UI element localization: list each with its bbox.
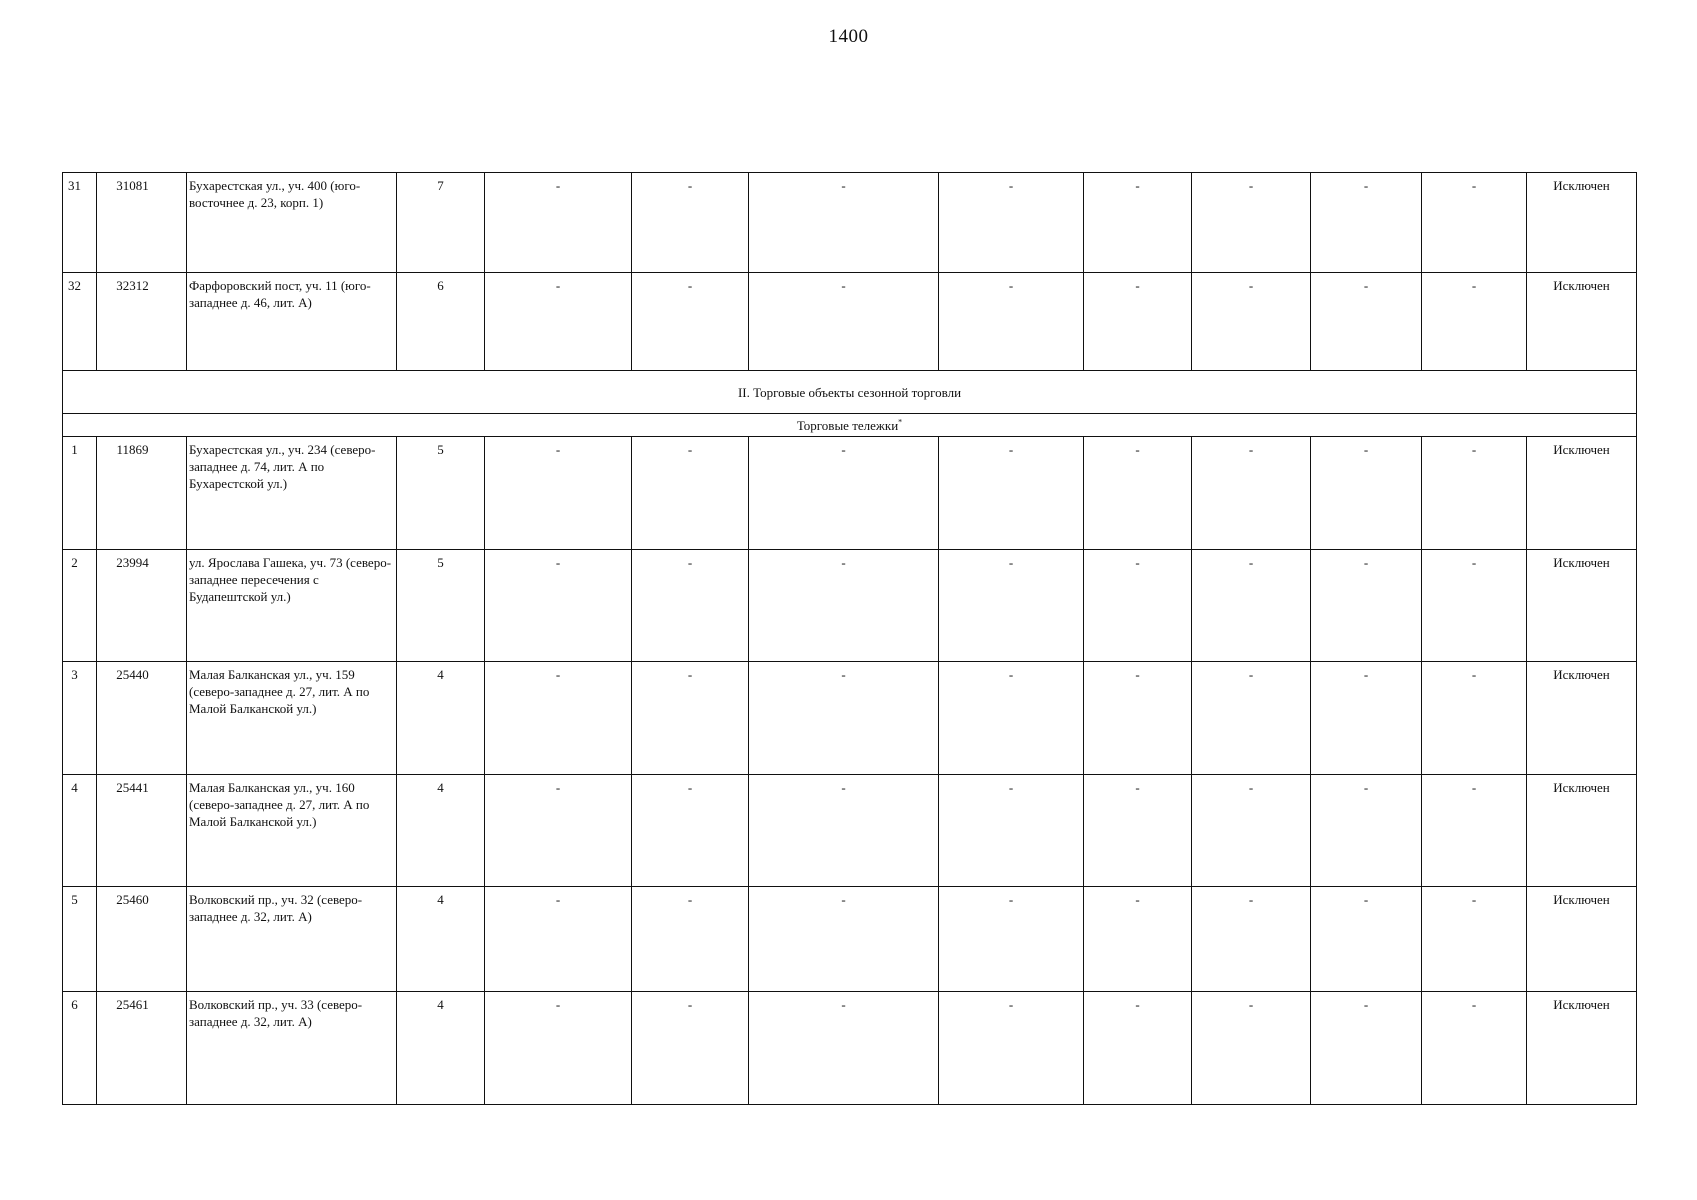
col5-cell: - (485, 173, 632, 273)
col8-cell: - (939, 887, 1084, 992)
col6-cell: - (632, 662, 749, 775)
status-cell: Исключен (1527, 662, 1637, 775)
value-cell: 4 (397, 662, 485, 775)
address-cell: Волковский пр., уч. 33 (северо-западнее д. 32, лит. А) (187, 992, 397, 1105)
col12-cell: - (1422, 273, 1527, 371)
row-number-cell: 3 (63, 662, 97, 775)
value-cell: 5 (397, 437, 485, 550)
col7-cell: - (749, 662, 939, 775)
col9-cell: - (1084, 173, 1192, 273)
status-cell: Исключен (1527, 273, 1637, 371)
subsection-cell (63, 414, 1637, 437)
col11-cell: - (1311, 887, 1422, 992)
value-cell: 6 (397, 273, 485, 371)
object-code-cell: 25461 (97, 992, 187, 1105)
section-header-block (63, 371, 1637, 437)
table-section-bottom (63, 437, 1637, 1105)
row-number-cell: 6 (63, 992, 97, 1105)
status-cell: Исключен (1527, 173, 1637, 273)
col5-cell: - (485, 775, 632, 887)
col12-cell: - (1422, 662, 1527, 775)
col10-cell: - (1192, 775, 1311, 887)
col11-cell: - (1311, 775, 1422, 887)
status-cell: Исключен (1527, 887, 1637, 992)
col10-cell: - (1192, 550, 1311, 662)
address-cell: Бухарестская ул., уч. 234 (северо-западнее д. 74, лит. А по Бухарестской ул.) (187, 437, 397, 550)
col6-cell: - (632, 887, 749, 992)
object-code-cell: 25460 (97, 887, 187, 992)
section-title: II. Торговые объекты сезонной торговли (63, 371, 1637, 414)
col6-cell: - (632, 437, 749, 550)
col9-cell: - (1084, 887, 1192, 992)
col6-cell: - (632, 550, 749, 662)
table-section-top (63, 173, 1637, 371)
value-cell: 4 (397, 887, 485, 992)
col7-cell: - (749, 887, 939, 992)
table-row (63, 887, 1637, 992)
col6-cell: - (632, 173, 749, 273)
col11-cell: - (1311, 273, 1422, 371)
col7-cell: - (749, 550, 939, 662)
col11-cell: - (1311, 662, 1422, 775)
value-cell: 4 (397, 775, 485, 887)
col7-cell: - (749, 273, 939, 371)
data-table (62, 172, 1637, 1105)
col7-cell: - (749, 775, 939, 887)
row-number-cell: 1 (63, 437, 97, 550)
col9-cell: - (1084, 437, 1192, 550)
col5-cell: - (485, 437, 632, 550)
table-row (63, 173, 1637, 273)
col9-cell: - (1084, 992, 1192, 1105)
col7-cell: - (749, 437, 939, 550)
address-cell: ул. Ярослава Гашека, уч. 73 (северо-западнее пересечения с Будапештской ул.) (187, 550, 397, 662)
row-number-cell: 32 (63, 273, 97, 371)
col10-cell: - (1192, 992, 1311, 1105)
table-row (63, 775, 1637, 887)
col10-cell: - (1192, 437, 1311, 550)
col7-cell: - (749, 173, 939, 273)
col8-cell: - (939, 992, 1084, 1105)
col12-cell: - (1422, 173, 1527, 273)
col12-cell: - (1422, 887, 1527, 992)
value-cell: 7 (397, 173, 485, 273)
object-code-cell: 23994 (97, 550, 187, 662)
table-row (63, 992, 1637, 1105)
value-cell: 4 (397, 992, 485, 1105)
col9-cell: - (1084, 550, 1192, 662)
row-number-cell: 4 (63, 775, 97, 887)
value-cell: 5 (397, 550, 485, 662)
address-cell: Волковский пр., уч. 32 (северо-западнее д. 32, лит. А) (187, 887, 397, 992)
table-row (63, 273, 1637, 371)
footnote-mark: * (898, 417, 903, 427)
col11-cell: - (1311, 992, 1422, 1105)
subsection-header-row (63, 414, 1637, 437)
col8-cell: - (939, 775, 1084, 887)
status-cell: Исключен (1527, 775, 1637, 887)
status-cell: Исключен (1527, 550, 1637, 662)
col5-cell: - (485, 550, 632, 662)
page-number: 1400 (828, 26, 869, 47)
col9-cell: - (1084, 273, 1192, 371)
col6-cell: - (632, 273, 749, 371)
col5-cell: - (485, 662, 632, 775)
col12-cell: - (1422, 775, 1527, 887)
col5-cell: - (485, 992, 632, 1105)
col7-cell: - (749, 992, 939, 1105)
row-number-cell: 31 (63, 173, 97, 273)
status-cell: Исключен (1527, 437, 1637, 550)
col8-cell: - (939, 550, 1084, 662)
col11-cell: - (1311, 437, 1422, 550)
col5-cell: - (485, 887, 632, 992)
col5-cell: - (485, 273, 632, 371)
col9-cell: - (1084, 662, 1192, 775)
table-row (63, 550, 1637, 662)
object-code-cell: 11869 (97, 437, 187, 550)
subsection-title: Торговые тележки (796, 417, 899, 433)
address-cell: Малая Балканская ул., уч. 160 (северо-западнее д. 27, лит. А по Малой Балканской ул.) (187, 775, 397, 887)
address-cell: Фарфоровский пост, уч. 11 (юго-западнее д. 46, лит. А) (187, 273, 397, 371)
object-code-cell: 25441 (97, 775, 187, 887)
address-cell: Бухарестская ул., уч. 400 (юго-восточнее д. 23, корп. 1) (187, 173, 397, 273)
col11-cell: - (1311, 173, 1422, 273)
section-header-row (63, 371, 1637, 414)
col12-cell: - (1422, 437, 1527, 550)
col10-cell: - (1192, 662, 1311, 775)
status-cell: Исключен (1527, 992, 1637, 1105)
col8-cell: - (939, 273, 1084, 371)
col6-cell: - (632, 992, 749, 1105)
col10-cell: - (1192, 173, 1311, 273)
col8-cell: - (939, 437, 1084, 550)
col12-cell: - (1422, 992, 1527, 1105)
table-row (63, 662, 1637, 775)
col8-cell: - (939, 173, 1084, 273)
object-code-cell: 32312 (97, 273, 187, 371)
object-code-cell: 31081 (97, 173, 187, 273)
col6-cell: - (632, 775, 749, 887)
table-row (63, 437, 1637, 550)
col11-cell: - (1311, 550, 1422, 662)
address-cell: Малая Балканская ул., уч. 159 (северо-западнее д. 27, лит. А по Малой Балканской ул.) (187, 662, 397, 775)
col8-cell: - (939, 662, 1084, 775)
row-number-cell: 5 (63, 887, 97, 992)
object-code-cell: 25440 (97, 662, 187, 775)
row-number-cell: 2 (63, 550, 97, 662)
col9-cell: - (1084, 775, 1192, 887)
col10-cell: - (1192, 887, 1311, 992)
col10-cell: - (1192, 273, 1311, 371)
col12-cell: - (1422, 550, 1527, 662)
